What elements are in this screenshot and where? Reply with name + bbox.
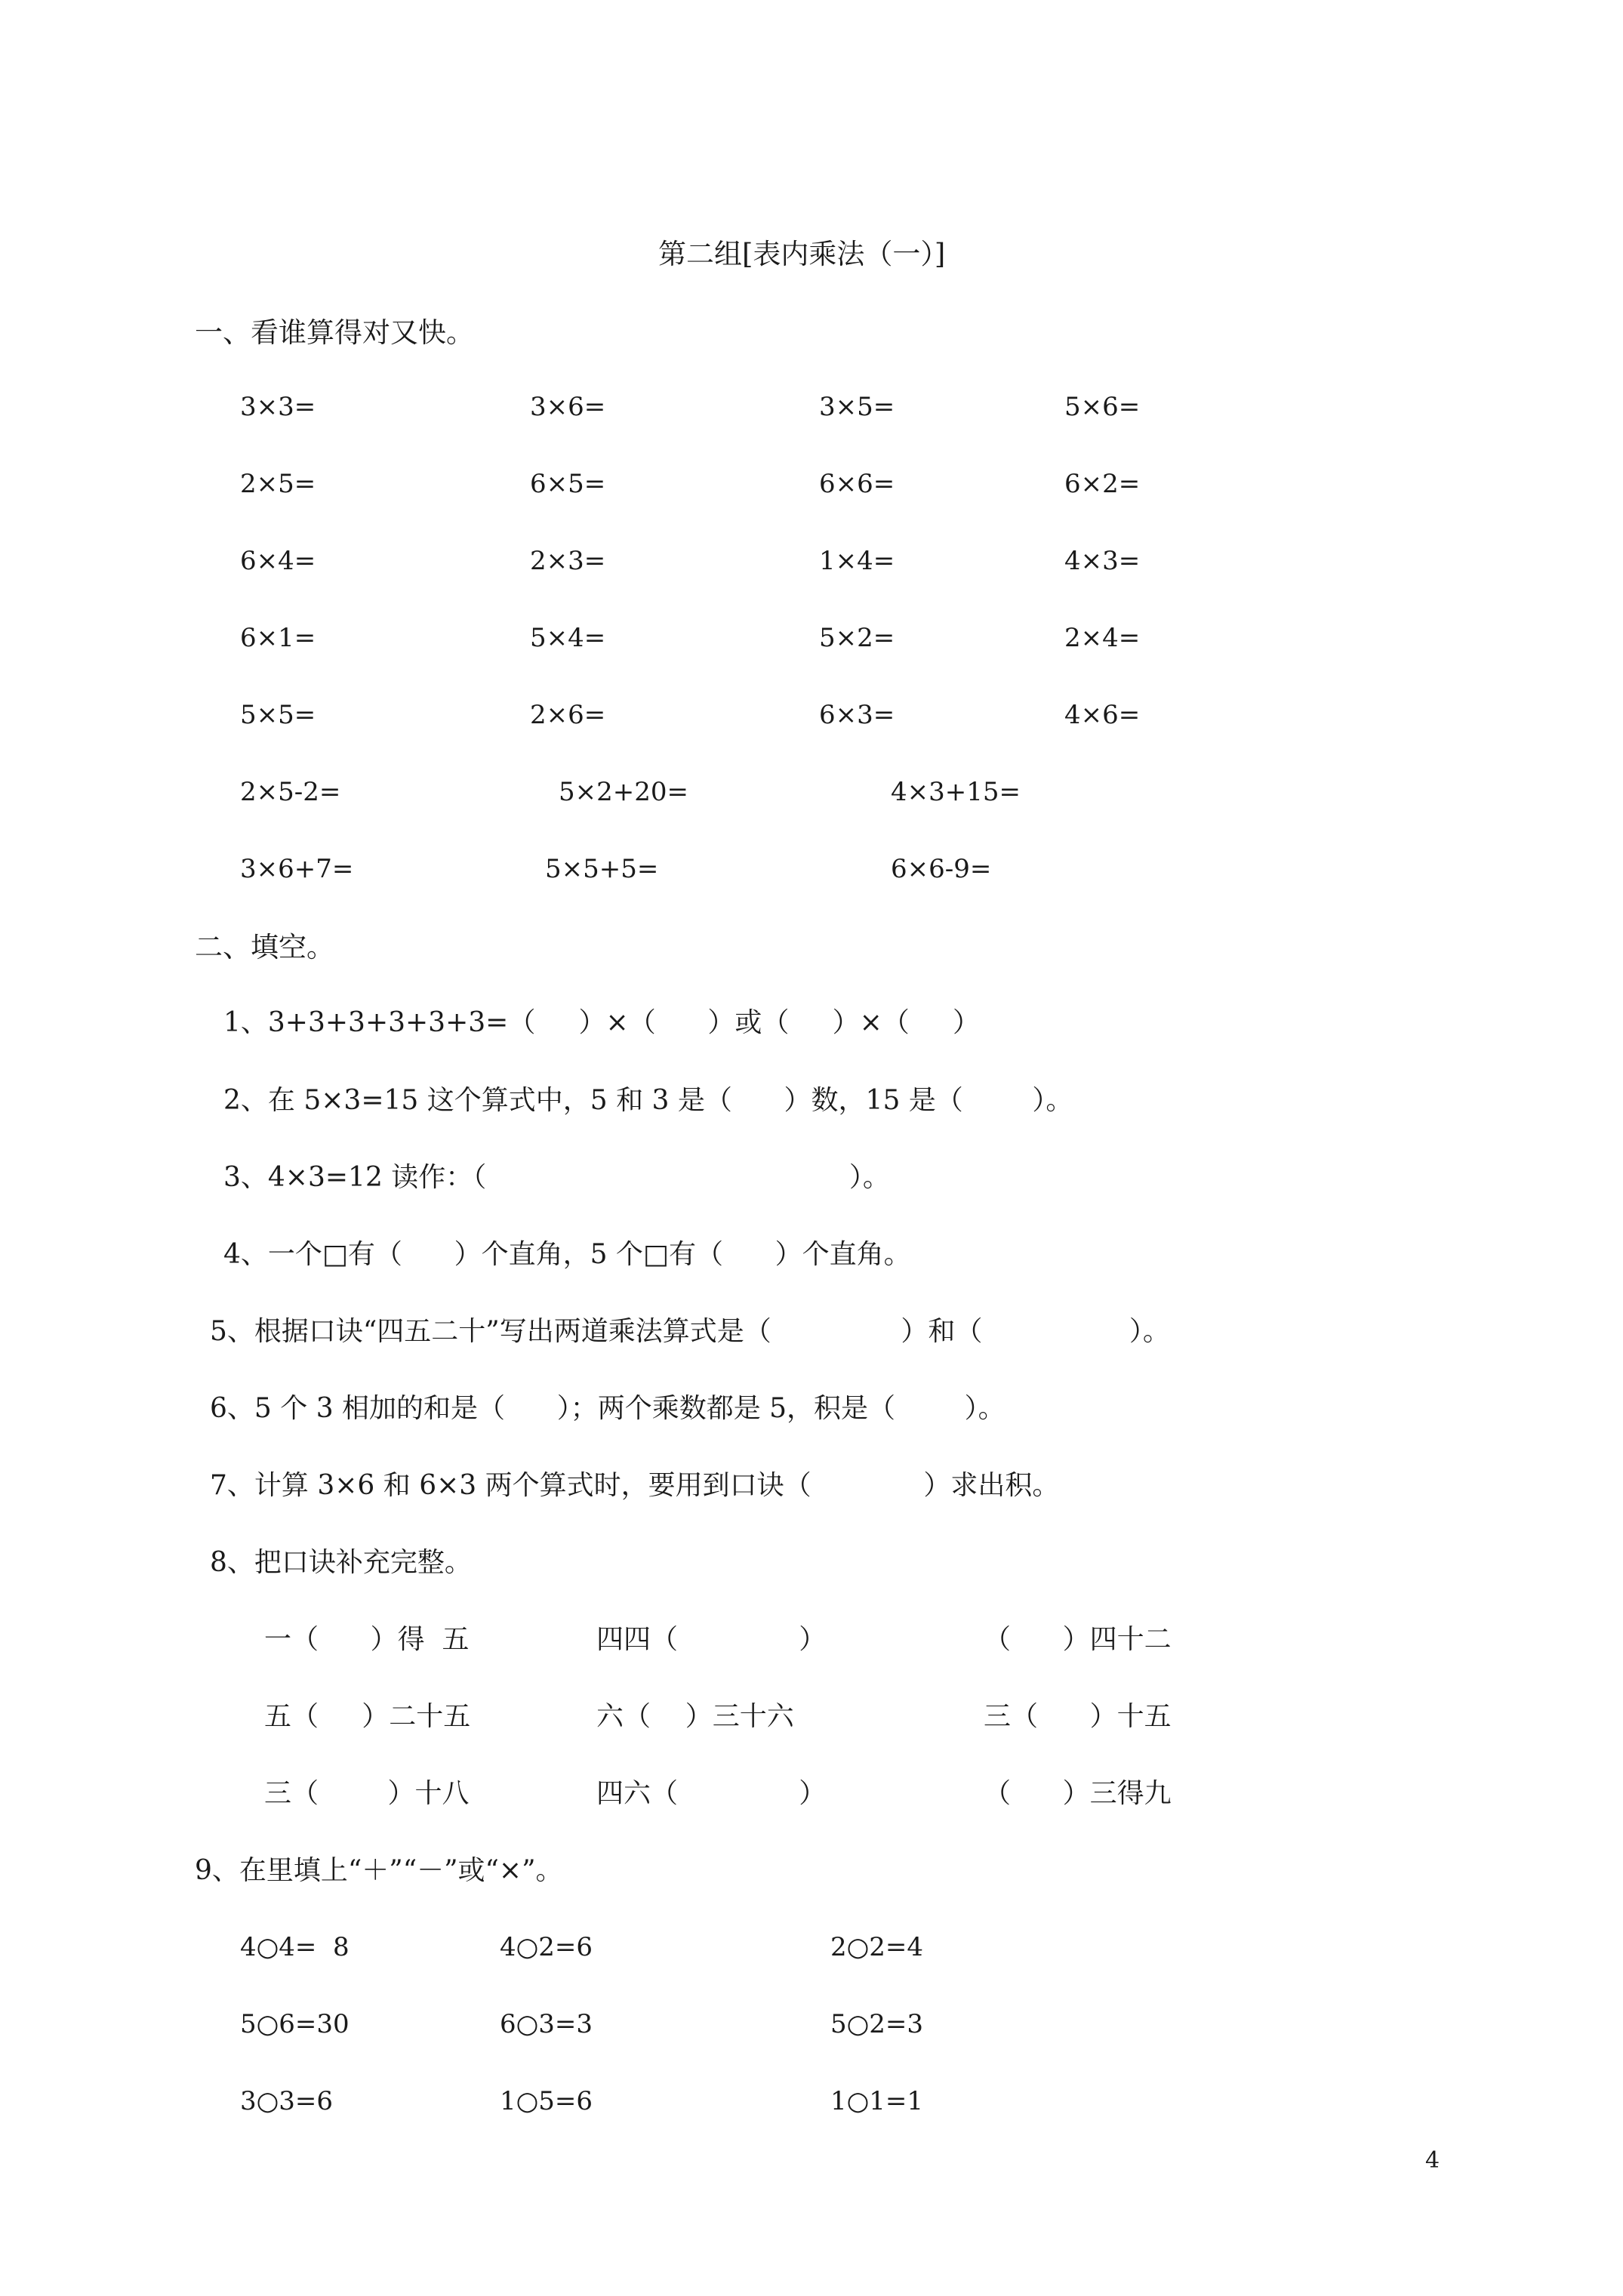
section-1-heading: 一、看谁算得对又快。 <box>195 316 474 349</box>
operator-item: 2○2=4 <box>830 1932 924 1962</box>
calc-item: 2×5= <box>240 469 316 499</box>
chant-blank: 六（ ）三十六 <box>596 1701 794 1732</box>
calc-item: 2×6= <box>530 700 606 730</box>
operator-item: 4○2=6 <box>500 1932 593 1962</box>
fill-blank-item-2: 2、在 5×3=15 这个算式中，5 和 3 是（ ）数，15 是（ ）。 <box>223 1085 1073 1116</box>
operator-item: 3○3=6 <box>240 2086 334 2116</box>
chant-blank: 一（ ）得 五 <box>264 1624 470 1655</box>
fill-blank-item-8: 8、把口诀补充完整。 <box>210 1547 472 1578</box>
page-number: 4 <box>1425 2147 1440 2174</box>
calc-item: 6×4= <box>240 546 316 576</box>
operator-item: 1○1=1 <box>830 2086 924 2116</box>
fill-blank-item-5: 5、根据口诀“四五二十”写出两道乘法算式是（ ）和（ ）。 <box>210 1316 1170 1347</box>
operator-item: 5○6=30 <box>240 2009 350 2039</box>
fill-blank-item-1: 1、3+3+3+3+3+3=（ ）×（ ）或（ ）×（ ） <box>223 1007 980 1038</box>
fill-blank-item-7: 7、计算 3×6 和 6×3 两个算式时，要用到口诀（ ）求出积。 <box>210 1470 1060 1501</box>
operator-item: 6○3=3 <box>500 2009 593 2039</box>
calc-item: 4×6= <box>1064 700 1141 730</box>
calc-item: 3×3= <box>240 392 316 422</box>
calc-item: 5×4= <box>530 623 606 653</box>
calc-item: 6×5= <box>530 469 606 499</box>
calc-item: 2×4= <box>1064 623 1141 653</box>
calc-item: 5×5+5= <box>545 854 659 884</box>
calc-item: 3×5= <box>819 392 895 422</box>
operator-item: 4○4= 8 <box>240 1932 350 1962</box>
calc-item: 5×5= <box>240 700 316 730</box>
calc-item: 6×2= <box>1064 469 1141 499</box>
calc-item: 6×1= <box>240 623 316 653</box>
fill-blank-item-3: 3、4×3=12 读作：（ ）。 <box>223 1162 890 1193</box>
chant-blank: （ ）四十二 <box>984 1624 1172 1655</box>
chant-blank: 三（ ）十五 <box>984 1701 1172 1732</box>
chant-blank: 四四（ ） <box>596 1624 827 1655</box>
chant-blank: 三（ ）十八 <box>264 1778 470 1809</box>
chant-blank: 五（ ）二十五 <box>264 1701 471 1732</box>
fill-blank-item-6: 6、5 个 3 相加的和是（ ）；两个乘数都是 5，积是（ ）。 <box>210 1393 1006 1424</box>
chant-blank: （ ）三得九 <box>984 1778 1172 1809</box>
operator-item: 5○2=3 <box>830 2009 924 2039</box>
calc-item: 4×3= <box>1064 546 1141 576</box>
calc-item: 5×2+20= <box>559 777 688 807</box>
calc-item: 3×6+7= <box>240 854 354 884</box>
calc-item: 2×5-2= <box>240 777 341 807</box>
calc-item: 1×4= <box>819 546 895 576</box>
chant-blank: 四六（ ） <box>596 1778 827 1809</box>
page-title: 第二组[表内乘法（一）] <box>658 238 946 270</box>
calc-item: 6×3= <box>819 700 895 730</box>
calc-item: 6×6-9= <box>891 854 992 884</box>
calc-item: 3×6= <box>530 392 606 422</box>
calc-item: 5×6= <box>1064 392 1141 422</box>
calc-item: 5×2= <box>819 623 895 653</box>
fill-blank-item-4: 4、一个□有（ ）个直角，5 个□有（ ）个直角。 <box>223 1239 911 1270</box>
fill-blank-item-9: 9、在里填上“＋”“－”或“×”。 <box>195 1855 563 1886</box>
section-2-heading: 二、填空。 <box>195 931 334 963</box>
calc-item: 6×6= <box>819 469 895 499</box>
calc-item: 4×3+15= <box>891 777 1021 807</box>
calc-item: 2×3= <box>530 546 606 576</box>
operator-item: 1○5=6 <box>500 2086 593 2116</box>
